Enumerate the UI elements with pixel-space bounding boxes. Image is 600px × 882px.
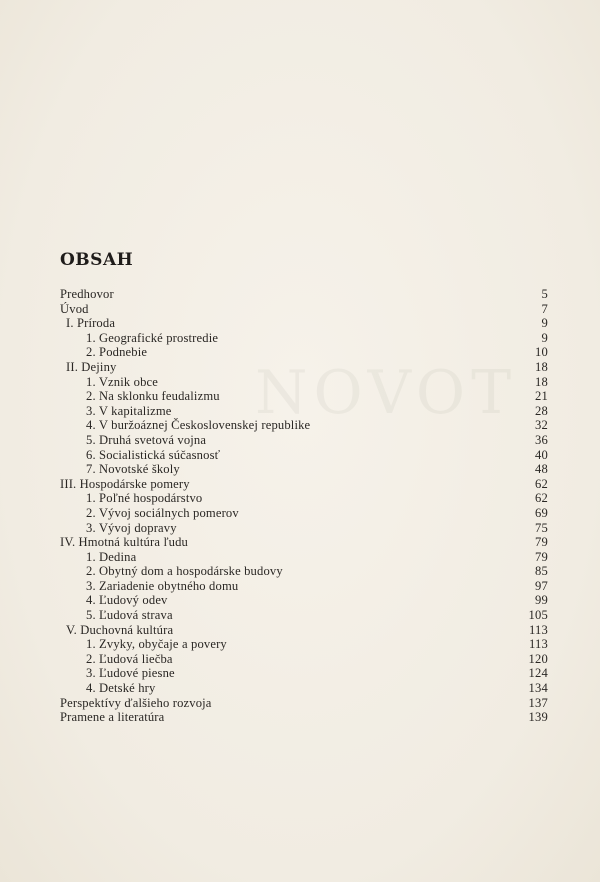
toc-entry-page-number: 18 — [535, 359, 548, 374]
toc-entry-title: 6. Socialistická súčasnosť — [86, 447, 221, 462]
toc-entry-page-number: 9 — [541, 316, 548, 331]
toc-entry-title: Pramene a literatúra — [60, 710, 165, 725]
toc-entry-page-number: 105 — [528, 608, 548, 623]
toc-entry-title: 3. Zariadenie obytného domu — [86, 578, 239, 593]
toc-entry — [60, 316, 548, 331]
toc-entry — [60, 287, 548, 302]
toc-entry-title: 4. Detské hry — [86, 681, 156, 696]
toc-entry-title: I. Príroda — [66, 316, 116, 331]
toc-entry-page-number: 40 — [535, 447, 548, 462]
toc-entry-title: V. Duchovná kultúra — [66, 622, 174, 637]
toc-entry-title: 4. V buržoáznej Československej republike — [86, 418, 311, 433]
toc-entry-page-number: 79 — [535, 549, 548, 564]
toc-entry — [60, 506, 548, 521]
toc-entry — [60, 360, 548, 375]
toc-entry-title: Predhovor — [60, 287, 114, 301]
toc-entry-title: 1. Vznik obce — [86, 374, 159, 389]
toc-entry-title: Perspektívy ďalšieho rozvoja — [60, 695, 212, 710]
toc-entry-page-number: 69 — [535, 505, 548, 520]
toc-entry-page-number: 113 — [528, 637, 548, 652]
toc-entry — [60, 696, 548, 711]
toc-entry-page-number: 9 — [541, 330, 548, 345]
toc-entry — [60, 462, 548, 477]
toc-entry-page-number: 85 — [535, 564, 548, 579]
toc-entry-title: III. Hospodárske pomery — [60, 476, 190, 491]
toc-entry — [60, 550, 548, 565]
toc-entry-title: Úvod — [60, 301, 89, 316]
toc-entry-page-number: 32 — [535, 418, 548, 433]
toc-entry — [60, 404, 548, 419]
toc-entry-page-number: 120 — [528, 651, 548, 666]
toc-entry-page-number: 21 — [535, 389, 548, 404]
toc-entry — [60, 637, 548, 652]
toc-entry-title: 2. Obytný dom a hospodárske budovy — [86, 564, 283, 579]
toc-entry — [60, 448, 548, 463]
toc-entry-title: 1. Poľné hospodárstvo — [86, 491, 203, 506]
toc-entry — [60, 623, 548, 638]
toc-entry-page-number: 62 — [535, 476, 548, 491]
toc-entry-title: 2. Ľudová liečba — [86, 651, 173, 666]
toc-entry-title: 1. Dedina — [86, 549, 137, 564]
toc-entry-title: 3. Vývoj dopravy — [86, 520, 177, 535]
toc-entry — [60, 666, 548, 681]
toc-entry-page-number: 113 — [528, 622, 548, 637]
toc-entry-title: 1. Zvyky, obyčaje a povery — [86, 637, 227, 652]
toc-entry — [60, 375, 548, 390]
toc-entry — [60, 652, 548, 667]
toc-entry-title: IV. Hmotná kultúra ľudu — [60, 535, 188, 550]
toc-entry-page-number: 28 — [535, 403, 548, 418]
toc-entry — [60, 345, 548, 360]
toc-entry — [60, 302, 548, 317]
toc-entry-page-number: 10 — [535, 345, 548, 360]
toc-entry-page-number: 124 — [528, 666, 548, 681]
toc-entry — [60, 491, 548, 506]
toc-entry — [60, 521, 548, 536]
toc-entry-page-number: 75 — [535, 520, 548, 535]
toc-entry-title: 4. Ľudový odev — [86, 593, 168, 608]
toc-entry-page-number: 5 — [541, 287, 548, 301]
toc-entry-page-number: 62 — [535, 491, 548, 506]
toc-entry-page-number: 48 — [535, 462, 548, 477]
show-through-text: NOVOT — [255, 358, 518, 428]
contents-heading: OBSAH — [60, 250, 134, 270]
toc-entry-page-number: 7 — [541, 301, 548, 316]
toc-entry-page-number: 137 — [528, 695, 548, 710]
toc-entry-title: 1. Geografické prostredie — [86, 330, 219, 345]
toc-entry — [60, 608, 548, 623]
toc-entry — [60, 389, 548, 404]
toc-entry-title: 2. Podnebie — [86, 345, 148, 360]
toc-entry-page-number: 99 — [535, 593, 548, 608]
toc-entry-title: 2. Na sklonku feudalizmu — [86, 389, 220, 404]
toc-entry-title: 5. Druhá svetová vojna — [86, 432, 207, 447]
toc-entry-page-number: 139 — [528, 710, 548, 725]
toc-entry-title: 5. Ľudová strava — [86, 608, 173, 623]
toc-entry — [60, 418, 548, 433]
toc-entry-page-number: 18 — [535, 374, 548, 389]
toc-entry-title: 3. V kapitalizme — [86, 403, 172, 418]
toc-entry — [60, 710, 548, 725]
toc-entry-page-number: 134 — [528, 681, 548, 696]
toc-entry-title: 3. Ľudové piesne — [86, 666, 175, 681]
toc-entry-title: 2. Vývoj sociálnych pomerov — [86, 505, 239, 520]
toc-entry — [60, 433, 548, 448]
toc-entry — [60, 579, 548, 594]
toc-entry — [60, 535, 548, 550]
toc-entry — [60, 681, 548, 696]
table-of-contents — [60, 287, 548, 725]
toc-entry-page-number: 97 — [535, 578, 548, 593]
toc-entry-page-number: 36 — [535, 432, 548, 447]
toc-entry — [60, 593, 548, 608]
toc-entry — [60, 331, 548, 346]
toc-entry-page-number: 79 — [535, 535, 548, 550]
toc-entry-title: II. Dejiny — [66, 359, 117, 374]
toc-entry-title: 7. Novotské školy — [86, 462, 180, 477]
toc-entry — [60, 477, 548, 492]
toc-entry — [60, 564, 548, 579]
